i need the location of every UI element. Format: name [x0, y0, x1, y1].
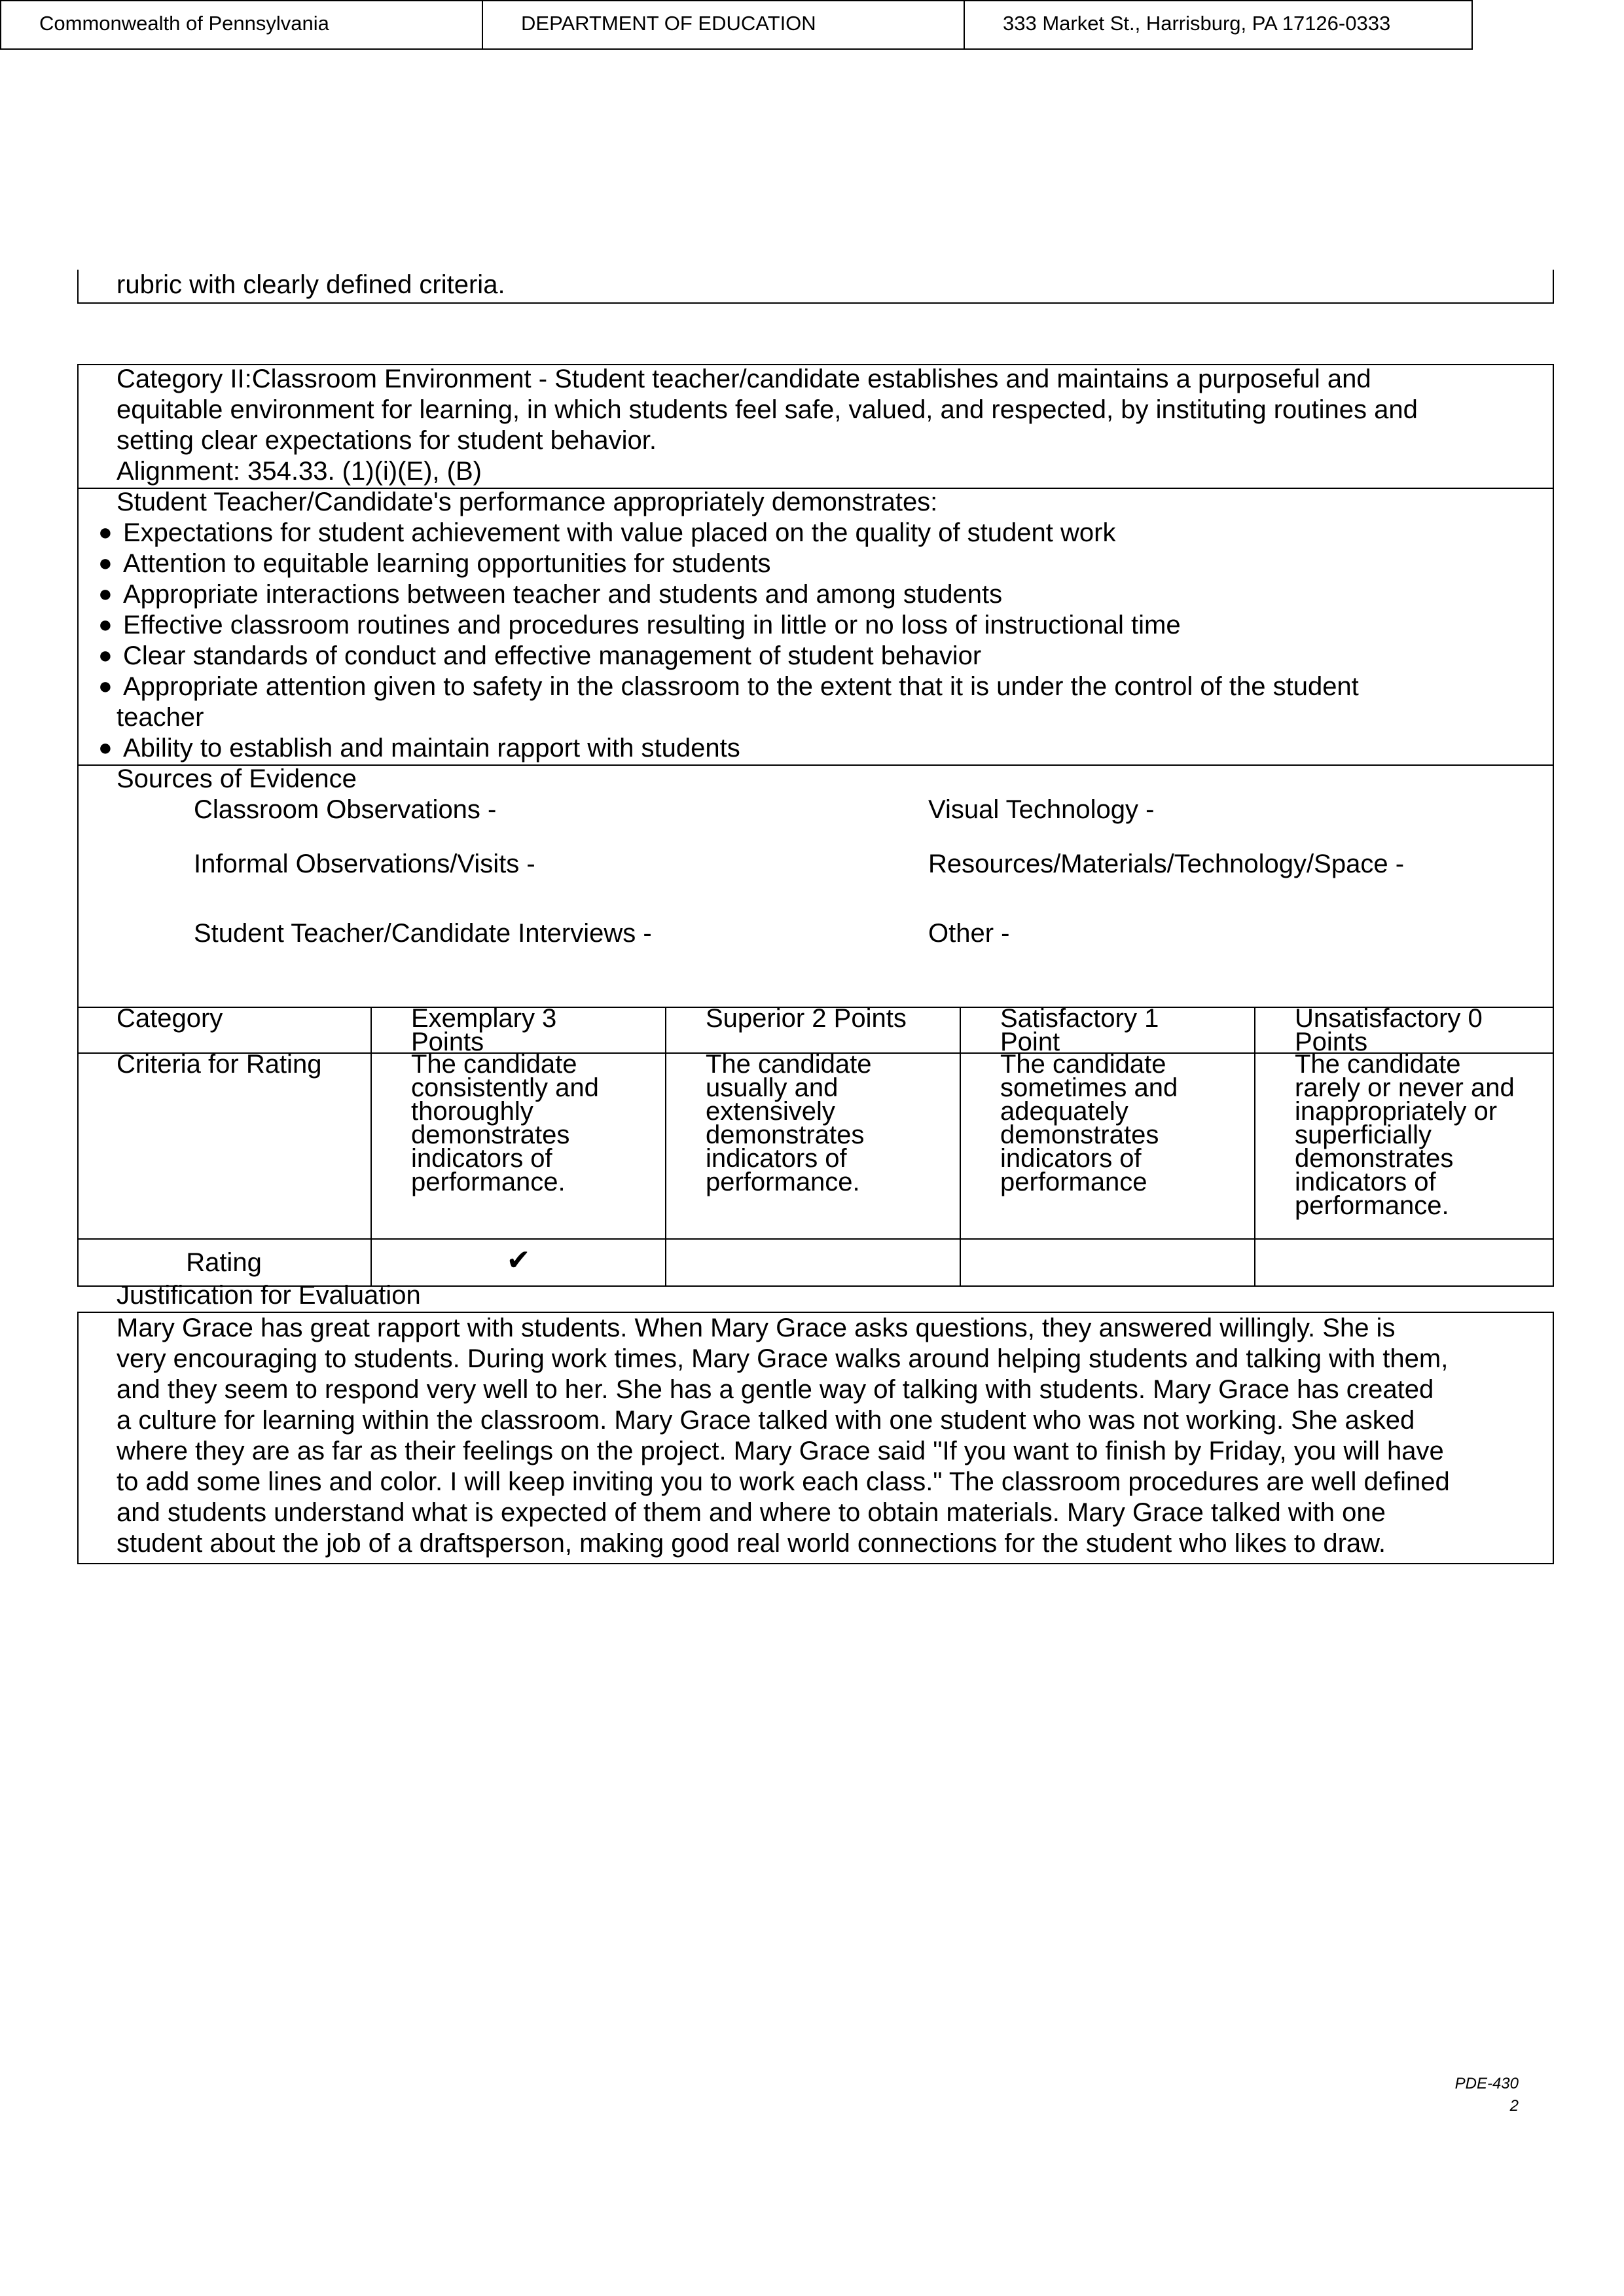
justification-line: to add some lines and color. I will keep inviting you to work each class." The classroom procedures are well defined	[117, 1467, 1450, 1496]
evidence-visual-technology: Visual Technology -	[928, 795, 1155, 824]
header-superior: Superior 2 Points	[706, 1004, 907, 1033]
evidence-classroom-observations: Classroom Observations -	[194, 795, 497, 824]
category-description-line1: Category II:Classroom Environment - Student teacher/candidate establishes and maintains a purposeful and	[117, 365, 1371, 393]
justification-line: a culture for learning within the classroom. Mary Grace talked with one student who was not working. She asked	[117, 1406, 1415, 1435]
form-id: PDE-430	[1454, 2075, 1519, 2092]
performance-item: Attention to equitable learning opportunities for students	[123, 549, 771, 578]
justification-line: student about the job of a draftsperson, making good real world connections for the student who likes to draw.	[117, 1529, 1386, 1558]
performance-item: Ability to establish and maintain rapport with students	[123, 734, 740, 762]
header-state: Commonwealth of Pennsylvania	[1, 1, 483, 48]
performance-item: Appropriate attention given to safety in the classroom to the extent that it is under the control of the student	[123, 672, 1359, 701]
column-divider	[1254, 1007, 1255, 1287]
column-divider	[960, 1007, 961, 1287]
performance-item: Appropriate interactions between teacher and students and among students	[123, 580, 1003, 609]
category-description-line3: setting clear expectations for student behavior.	[117, 426, 657, 455]
continuation-bottom-border	[77, 302, 1554, 304]
criteria-superior: The candidate usually and extensively demonstrates indicators of performance.	[706, 1050, 872, 1196]
rating-label: Rating	[186, 1248, 262, 1277]
justification-line: and students understand what is expected of them and where to obtain materials. Mary Grace talked with one	[117, 1498, 1386, 1527]
performance-item: Expectations for student achievement with value placed on the quality of student work	[123, 518, 1116, 547]
justification-heading: Justification for Evaluation	[117, 1281, 421, 1310]
performance-heading: Student Teacher/Candidate's performance appropriately demonstrates:	[117, 488, 938, 516]
criteria-exemplary: The candidate consistently and thoroughly demonstrates indicators of performance.	[411, 1050, 599, 1196]
header-address: 333 Market St., Harrisburg, PA 17126-0333	[1003, 12, 1391, 35]
header-department: DEPARTMENT OF EDUCATION	[483, 1, 965, 48]
header-category: Category	[117, 1004, 223, 1033]
evidence-informal-observations: Informal Observations/Visits -	[194, 850, 535, 878]
bullet-icon: ●	[98, 641, 113, 668]
bullet-icon: ●	[98, 549, 113, 576]
page-number: 2	[1509, 2097, 1519, 2115]
bullet-icon: ●	[98, 580, 113, 607]
continuation-text: rubric with clearly defined criteria.	[117, 270, 505, 299]
criteria-satisfactory: The candidate sometimes and adequately demonstrates indicators of performance	[1000, 1050, 1178, 1196]
performance-item: Clear standards of conduct and effective management of student behavior	[123, 641, 982, 670]
justification-line: where they are as far as their feelings on the project. Mary Grace said "If you want to finish by Friday, you will have	[117, 1437, 1444, 1465]
performance-item-continuation: teacher	[117, 703, 204, 732]
column-divider	[665, 1007, 666, 1287]
bullet-icon: ●	[98, 734, 113, 761]
continuation-left-border	[77, 270, 79, 304]
bullet-icon: ●	[98, 611, 113, 637]
rating-checkmark-icon: ✔	[506, 1244, 531, 1277]
bullet-icon: ●	[98, 518, 113, 545]
bullet-icon: ●	[98, 672, 113, 699]
evidence-resources: Resources/Materials/Technology/Space -	[928, 850, 1405, 878]
header-unsatisfactory: Unsatisfactory 0 Points	[1295, 1004, 1483, 1056]
evidence-heading: Sources of Evidence	[117, 764, 357, 793]
header-satisfactory: Satisfactory 1 Point	[1000, 1004, 1159, 1056]
evidence-other: Other -	[928, 919, 1010, 948]
continuation-right-border	[1553, 270, 1554, 304]
alignment-text: Alignment: 354.33. (1)(i)(E), (B)	[117, 457, 482, 486]
justification-line: very encouraging to students. During work times, Mary Grace walks around helping students and talking with them,	[117, 1344, 1449, 1373]
category-description-line2: equitable environment for learning, in which students feel safe, valued, and respected, by instituting routines and	[117, 395, 1418, 424]
performance-item: Effective classroom routines and procedures resulting in little or no loss of instructional time	[123, 611, 1181, 639]
justification-line: Mary Grace has great rapport with students. When Mary Grace asks questions, they answered willingly. She is	[117, 1314, 1396, 1342]
header-exemplary: Exemplary 3 Points	[411, 1004, 557, 1056]
criteria-unsatisfactory: The candidate rarely or never and inappropriately or superficially demonstrates indicators of performance.	[1295, 1050, 1515, 1220]
justification-line: and they seem to respond very well to her. She has a gentle way of talking with students. Mary Grace has created	[117, 1375, 1434, 1404]
letterhead-bar	[0, 0, 1473, 50]
criteria-label: Criteria for Rating	[117, 1050, 322, 1079]
evidence-interviews: Student Teacher/Candidate Interviews -	[194, 919, 652, 948]
